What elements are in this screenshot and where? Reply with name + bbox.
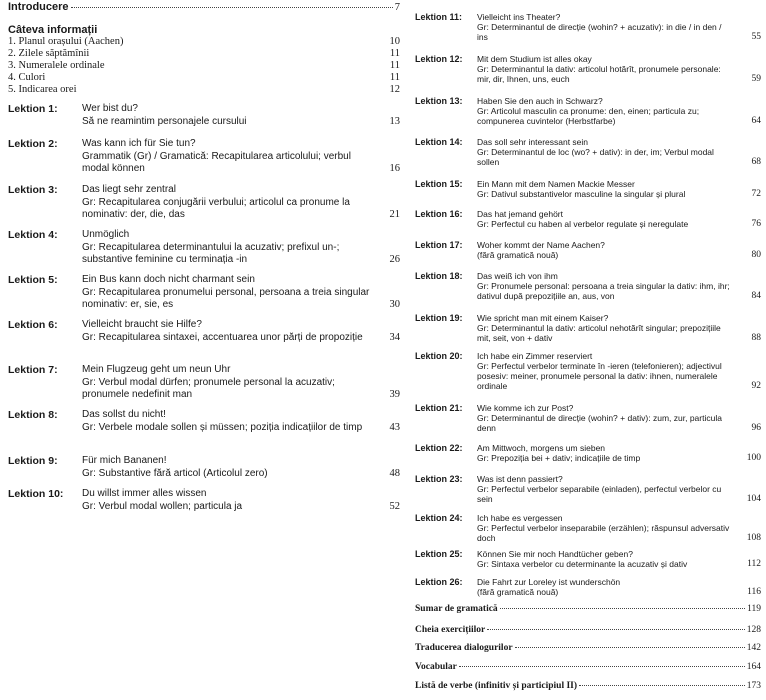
page-number: 112 <box>747 559 761 569</box>
lesson-title: Vielleicht braucht sie Hilfe? <box>82 319 202 330</box>
lesson-desc: Gr: Recapitularea determinantului la acuzativ; prefixul un-; substantive feminine cu terminația -in <box>82 241 340 265</box>
lesson-desc: Gr: Recapitularea sintaxei, accentuarea unor părți de propoziție <box>82 331 363 343</box>
lesson-desc: Gr: Perfectul cu haben al verbelor regulate și neregulate <box>477 219 689 229</box>
lesson-label: Lektion 8: <box>8 409 58 421</box>
lesson-entry-10[interactable] <box>8 488 400 513</box>
page-number: 12 <box>389 84 400 95</box>
lesson-title: Du willst immer alles wissen <box>82 488 207 499</box>
lesson-title: Vielleicht ins Theater? <box>477 12 561 22</box>
lesson-entry-16[interactable] <box>415 209 761 229</box>
lesson-title: Das liegt sehr zentral <box>82 184 176 195</box>
page-number: 11 <box>389 72 400 83</box>
lesson-label: Lektion 20: <box>415 351 463 361</box>
lesson-title: Woher kommt der Name Aachen? <box>477 240 605 250</box>
page-number: 72 <box>751 189 761 199</box>
page-number: 52 <box>389 500 400 512</box>
lesson-entry-20[interactable] <box>415 351 761 391</box>
entry-label: Traducerea dialogurilor <box>415 643 513 653</box>
entry-label: Introducere <box>8 1 69 13</box>
lesson-label: Lektion 26: <box>415 577 463 587</box>
lesson-entry-7[interactable] <box>8 364 400 402</box>
entry-label: 4. Culori <box>8 72 46 83</box>
lesson-title: Wie komme ich zur Post? <box>477 403 574 413</box>
lesson-desc: Gr: Determinantul de loc (wo? + dativ): in der, im; Verbul modal sollen <box>477 147 714 167</box>
page-number: 21 <box>389 209 400 220</box>
lesson-entry-21[interactable] <box>415 403 761 433</box>
entry-label: 5. Indicarea orei <box>8 84 77 95</box>
page-number: 119 <box>747 604 761 614</box>
info-item[interactable] <box>8 84 400 96</box>
page-number: 108 <box>746 533 761 543</box>
lesson-label: Lektion 2: <box>8 138 58 150</box>
lesson-title: Die Fahrt zur Loreley ist wunderschön <box>477 577 621 587</box>
lesson-desc: Gr: Sintaxa verbelor cu determinante la acuzativ și dativ <box>477 559 688 569</box>
lesson-desc: Gr: Determinantul de direcție (wohin? + dativ): zum, zur, particula denn <box>477 413 722 433</box>
info-list <box>8 36 400 96</box>
lesson-entry-12[interactable] <box>415 54 761 84</box>
page-number: 55 <box>751 32 761 42</box>
lesson-entry-1[interactable] <box>8 103 400 128</box>
lesson-entry-17[interactable] <box>415 240 761 260</box>
lesson-desc: Gr: Perfectul verbelor separabile (einladen), perfectul verbelor cu sein <box>477 484 722 504</box>
page-number: 142 <box>746 643 761 653</box>
page-number: 92 <box>751 381 761 391</box>
page-number: 16 <box>389 163 400 174</box>
lesson-title: Können Sie mir noch Handtücher geben? <box>477 549 633 559</box>
page-number: 96 <box>751 423 761 433</box>
page-number: 164 <box>746 662 761 672</box>
leader-dots <box>459 666 745 667</box>
page-number: 128 <box>746 625 761 635</box>
page-number: 100 <box>746 453 761 463</box>
lesson-entry-18[interactable] <box>415 271 761 301</box>
lesson-label: Lektion 15: <box>415 179 463 189</box>
lesson-desc: Gr: Recapitularea pronumelui personal, persoana a treia singular nominativ: er, sie, es <box>82 286 370 310</box>
lesson-title: Am Mittwoch, morgens um sieben <box>477 443 606 453</box>
entry-label: Vocabular <box>415 662 457 672</box>
toc-entry-vocabulary[interactable] <box>415 662 761 674</box>
page-number: 173 <box>746 681 761 691</box>
lesson-label: Lektion 17: <box>415 240 463 250</box>
page-number: 48 <box>389 467 400 479</box>
info-item[interactable] <box>8 36 400 48</box>
lesson-desc: Gr: Verbele modale sollen și müssen; poziția indicațiilor de timp <box>82 421 363 433</box>
lesson-label: Lektion 3: <box>8 184 58 196</box>
lesson-desc: Gr: Determinantul de direcție (wohin? + acuzativ): in die / in den / ins <box>477 22 722 42</box>
lesson-title: Haben Sie den auch in Schwarz? <box>477 96 603 106</box>
toc-entry-grammar-summary[interactable] <box>415 604 761 616</box>
page-number: 43 <box>389 421 400 433</box>
lesson-desc: (fără gramatică nouă) <box>477 587 559 597</box>
lesson-title: Ich habe ein Zimmer reserviert <box>477 351 593 361</box>
lesson-desc: Gr: Recapitularea conjugării verbului; articolul ca pronume la nominativ: der, die, das <box>82 196 350 220</box>
lesson-title: Was ist denn passiert? <box>477 474 563 484</box>
leader-dots <box>515 647 745 648</box>
lesson-label: Lektion 25: <box>415 549 463 559</box>
page-number: 11 <box>389 60 400 71</box>
entry-label: 2. Zilele săptămînii <box>8 48 90 59</box>
lesson-desc: Gr: Determinantul la dativ: articolul hotărît, pronumele personale: mir, dir, Ihnen, uns, euch <box>477 64 721 84</box>
lesson-desc: Gr: Determinantul la dativ: articolul nehotărît singular; prepozițiile mit, seit, von + dativ <box>477 323 721 343</box>
page-number: 104 <box>746 494 761 504</box>
lesson-label: Lektion 10: <box>8 488 64 500</box>
page-number: 116 <box>747 587 761 597</box>
page-number: 7 <box>394 2 400 13</box>
entry-label: Sumar de gramatică <box>415 604 498 614</box>
lesson-label: Lektion 19: <box>415 313 463 323</box>
info-item[interactable] <box>8 72 400 84</box>
section-heading: Câteva informații <box>8 24 98 36</box>
lesson-title: Das soll sehr interessant sein <box>477 137 589 147</box>
lesson-title: Unmöglich <box>82 229 130 240</box>
lesson-label: Lektion 7: <box>8 364 58 376</box>
page-number: 34 <box>389 331 400 343</box>
lesson-title: Wie spricht man mit einem Kaiser? <box>477 313 609 323</box>
page-number: 10 <box>389 36 400 47</box>
lesson-entry-9[interactable] <box>8 455 400 480</box>
lesson-desc: (fără gramatică nouă) <box>477 250 559 260</box>
leader-dots <box>71 7 393 8</box>
page-number: 13 <box>389 115 400 127</box>
leader-dots <box>487 629 744 630</box>
lesson-title: Was kann ich für Sie tun? <box>82 138 196 149</box>
page-number: 39 <box>389 389 400 400</box>
lesson-label: Lektion 21: <box>415 403 463 413</box>
lesson-title: Wer bist du? <box>82 103 138 114</box>
lesson-entry-24[interactable] <box>415 513 761 543</box>
lesson-title: Das hat jemand gehört <box>477 209 563 219</box>
page-number: 11 <box>389 48 400 59</box>
page-number: 84 <box>751 291 761 301</box>
lesson-label: Lektion 23: <box>415 474 463 484</box>
lesson-title: Das sollst du nicht! <box>82 409 166 420</box>
lesson-entry-2[interactable] <box>8 138 400 176</box>
toc-entry-exercise-key[interactable] <box>415 625 761 637</box>
lesson-entry-11[interactable] <box>415 12 761 42</box>
lesson-entry-23[interactable] <box>415 474 761 504</box>
lesson-desc: Gr: Perfectul verbelor terminate în -ieren (telefonieren); adjectivul posesiv: meiner, pronumele personal la dativ: ihnen, numeralele ordinale <box>477 361 722 391</box>
lesson-label: Lektion 9: <box>8 455 58 467</box>
lesson-desc: Gr: Substantive fără articol (Articolul zero) <box>82 467 268 479</box>
lesson-title: Das weiß ich von ihm <box>477 271 558 281</box>
lesson-label: Lektion 1: <box>8 103 58 115</box>
lesson-label: Lektion 4: <box>8 229 58 241</box>
lesson-desc: Gr: Verbul modal dürfen; pronumele personal la acuzativ; pronumele nedefinit man <box>82 376 335 400</box>
lesson-desc: Grammatik (Gr) / Gramatică: Recapitularea articolului; verbul modal können <box>82 150 351 174</box>
lesson-desc: Gr: Prepoziția bei + dativ; indicațiile de timp <box>477 453 641 463</box>
lesson-label: Lektion 16: <box>415 209 463 219</box>
entry-label: 1. Planul orașului (Aachen) <box>8 36 124 47</box>
lesson-entry-26[interactable] <box>415 577 761 597</box>
lesson-label: Lektion 22: <box>415 443 463 453</box>
toc-entry-introducere[interactable] <box>8 1 400 15</box>
toc-entry-dialogue-translation[interactable] <box>415 643 761 655</box>
lesson-desc: Gr: Articolul masculin ca pronume: den, einen; particula zu; compunerea cuvintelor (Herbstfarbe) <box>477 106 700 126</box>
page-number: 30 <box>389 299 400 310</box>
page-number: 64 <box>751 116 761 126</box>
lesson-entry-22[interactable] <box>415 443 761 463</box>
lesson-label: Lektion 12: <box>415 54 463 64</box>
lesson-entry-13[interactable] <box>415 96 761 126</box>
page-number: 26 <box>389 254 400 265</box>
lesson-label: Lektion 11: <box>415 12 463 22</box>
lesson-label: Lektion 6: <box>8 319 58 331</box>
entry-label: Listă de verbe (infinitiv și participiul II) <box>415 681 578 691</box>
lesson-title: Mein Flugzeug geht um neun Uhr <box>82 364 231 375</box>
lesson-entry-3[interactable] <box>8 184 400 222</box>
lesson-entry-25[interactable] <box>415 549 761 569</box>
lesson-label: Lektion 18: <box>415 271 463 281</box>
lesson-label: Lektion 13: <box>415 96 463 106</box>
info-item[interactable] <box>8 48 400 60</box>
lesson-desc: Gr: Pronumele personal: persoana a treia singular la dativ: ihm, ihr; dativul după prepozițiile an, aus, von <box>477 281 730 301</box>
lesson-title: Mit dem Studium ist alles okay <box>477 54 592 64</box>
lesson-desc: Să ne reamintim personajele cursului <box>82 115 247 127</box>
lesson-label: Lektion 14: <box>415 137 463 147</box>
page-number: 68 <box>751 157 761 167</box>
lesson-entry-15[interactable] <box>415 179 761 199</box>
lesson-entry-6[interactable] <box>8 319 400 344</box>
lesson-desc: Gr: Perfectul verbelor inseparabile (erzählen); răspunsul adversativ doch <box>477 523 730 543</box>
page-number: 76 <box>751 219 761 229</box>
lesson-entry-4[interactable] <box>8 229 400 267</box>
lesson-entry-8[interactable] <box>8 409 400 434</box>
lesson-label: Lektion 5: <box>8 274 58 286</box>
lesson-entry-5[interactable] <box>8 274 400 312</box>
leader-dots <box>500 608 745 609</box>
page-number: 88 <box>751 333 761 343</box>
lesson-title: Ich habe es vergessen <box>477 513 563 523</box>
info-item[interactable] <box>8 60 400 72</box>
lesson-desc: Gr: Verbul modal wollen; particula ja <box>82 500 243 512</box>
lesson-title: Ein Mann mit dem Namen Mackie Messer <box>477 179 635 189</box>
leader-dots <box>579 685 745 686</box>
entry-label: Cheia exercițiilor <box>415 625 486 635</box>
lesson-label: Lektion 24: <box>415 513 463 523</box>
page-number: 80 <box>751 250 761 260</box>
lesson-title: Für mich Bananen! <box>82 455 167 466</box>
lesson-entry-19[interactable] <box>415 313 761 343</box>
lesson-entry-14[interactable] <box>415 137 761 167</box>
toc-entry-verb-list[interactable] <box>415 681 761 693</box>
lesson-desc: Gr: Dativul substantivelor masculine la singular și plural <box>477 189 686 199</box>
entry-label: 3. Numeralele ordinale <box>8 60 105 71</box>
page-number: 59 <box>751 74 761 84</box>
lesson-title: Ein Bus kann doch nicht charmant sein <box>82 274 255 285</box>
